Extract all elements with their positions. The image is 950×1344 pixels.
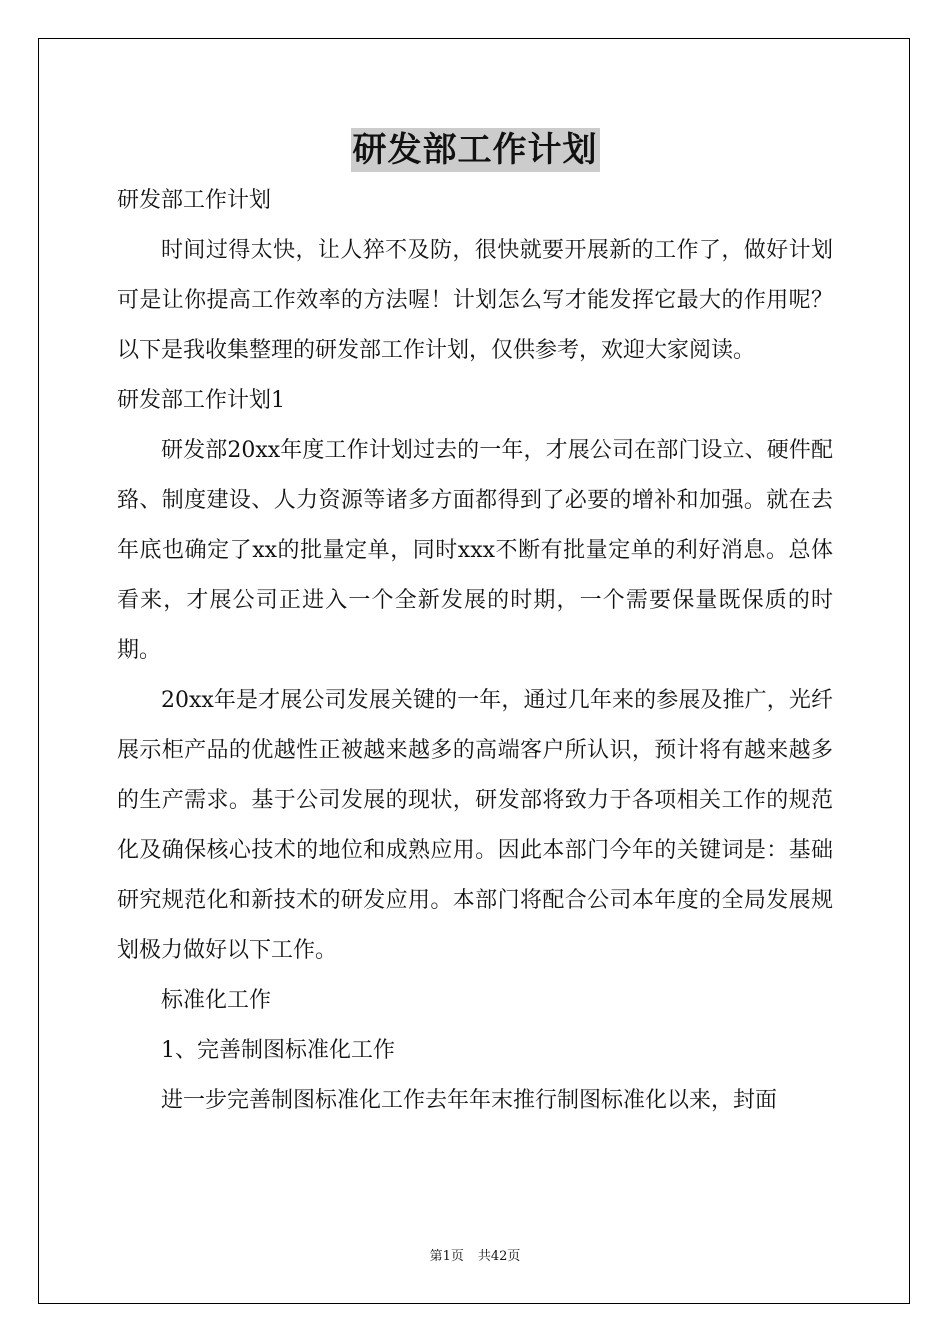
paragraph: 进一步完善制图标准化工作去年年末推行制图标准化以来，封面 — [161, 1088, 778, 1113]
paragraph: 研发部工作计划 — [117, 188, 272, 213]
paragraph: 20xx年是才展公司发展关键的一年，通过几年来的参展及推广，光纤展示柜产品的优越性正被越来越多的高端客户所认识，预计将有越来越多的生产需求。基于公司发展的现状，研发部将致力于各项相关工作的规范化及确保核心技术的地位和成熟应用。因此本部门今年的关键词是：基础研究规范化和新技术的研发应用。本部门将配合公司本年度的全局发展规划极力做好以下工作。 — [117, 688, 833, 963]
subheading: 1、完善制图标准化工作 — [161, 1038, 395, 1063]
total-pages: 共42页 — [477, 1249, 521, 1264]
section-heading: 研发部工作计划1 — [117, 388, 285, 413]
paragraph: 时间过得太快，让人猝不及防，很快就要开展新的工作了，做好计划可是让你提高工作效率的方法喔！计划怎么写才能发挥它最大的作用呢？以下是我收集整理的研发部工作计划，仅供参考，欢迎大家阅读。 — [117, 238, 833, 363]
title-container — [0, 128, 950, 172]
paragraph: 研发部20xx年度工作计划过去的一年，才展公司在部门设立、硬件配臵、制度建设、人力资源等诸多方面都得到了必要的增补和加强。就在去年底也确定了xx的批量定单，同时xxx不断有批量定单的利好消息。总体看来，才展公司正进入一个全新发展的时期，一个需要保量既保质的时期。 — [117, 438, 833, 663]
document-body — [117, 176, 833, 1126]
page-footer — [0, 1245, 950, 1264]
page-number: 第1页 — [429, 1249, 464, 1264]
document-title: 研发部工作计划 — [352, 130, 598, 170]
subheading: 标准化工作 — [161, 988, 272, 1013]
